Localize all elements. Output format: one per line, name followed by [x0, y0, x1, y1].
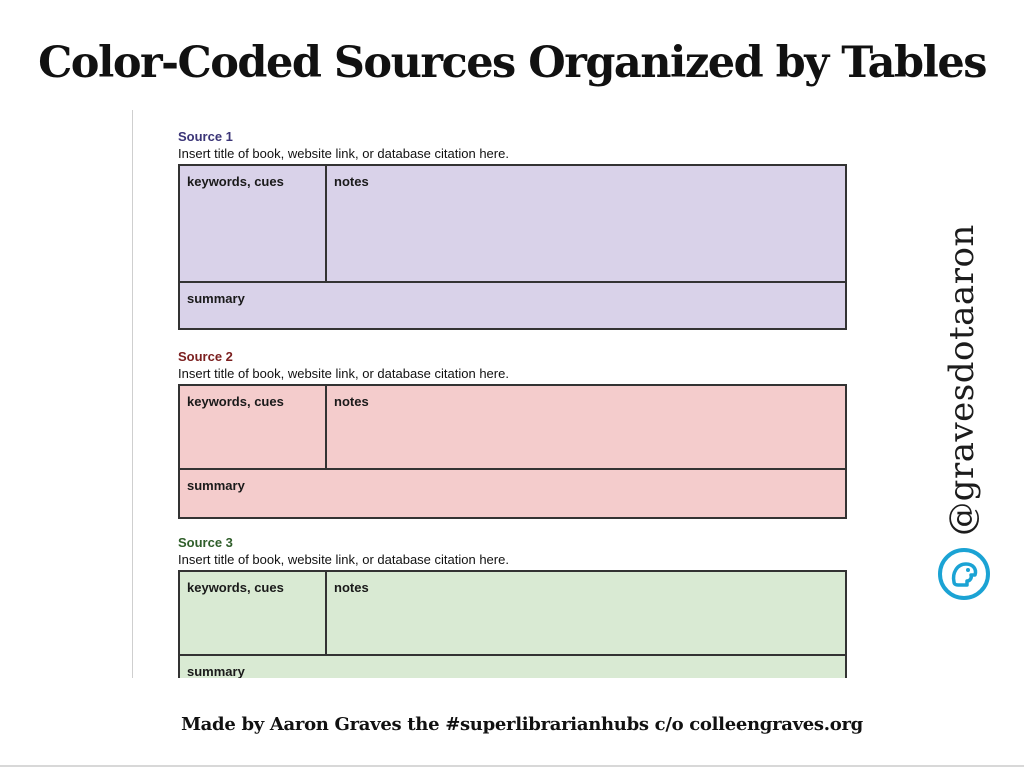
source-3-notes-cell[interactable]: notes	[334, 580, 369, 595]
source-1-summary-cell[interactable]: summary	[187, 291, 245, 306]
source-1-instructions: Insert title of book, website link, or database citation here.	[178, 146, 509, 161]
twitter-handle: @gravesdotaaron	[942, 224, 982, 536]
source-1-top-row	[180, 166, 845, 283]
source-2-heading: Source 2	[178, 349, 233, 364]
document-screenshot	[132, 110, 853, 678]
source-3-block	[178, 534, 847, 678]
gravesdotaaron-logo-icon	[937, 547, 991, 601]
bottom-divider	[0, 765, 1024, 767]
source-3-summary-cell[interactable]: summary	[187, 664, 245, 678]
source-1-keywords-cell[interactable]: keywords, cues	[180, 166, 327, 281]
source-3-heading: Source 3	[178, 535, 233, 550]
source-3-top-row	[180, 572, 845, 656]
source-1-heading: Source 1	[178, 129, 233, 144]
page-title: Color-Coded Sources Organized by Tables	[38, 38, 986, 88]
source-3-instructions: Insert title of book, website link, or database citation here.	[178, 552, 509, 567]
source-2-table	[178, 384, 847, 519]
source-2-block	[178, 348, 847, 519]
source-1-table	[178, 164, 847, 330]
source-2-keywords-cell[interactable]: keywords, cues	[180, 386, 327, 468]
source-2-summary-cell[interactable]: summary	[187, 478, 245, 493]
source-2-instructions: Insert title of book, website link, or database citation here.	[178, 366, 509, 381]
source-2-notes-cell[interactable]: notes	[334, 394, 369, 409]
source-3-keywords-cell[interactable]: keywords, cues	[180, 572, 327, 654]
source-3-table	[178, 570, 847, 678]
source-1-notes-cell[interactable]: notes	[334, 174, 369, 189]
source-1-block	[178, 128, 847, 330]
footer-credit: Made by Aaron Graves the #superlibrarianhubs c/o colleengraves.org	[181, 714, 863, 735]
source-2-top-row	[180, 386, 845, 470]
